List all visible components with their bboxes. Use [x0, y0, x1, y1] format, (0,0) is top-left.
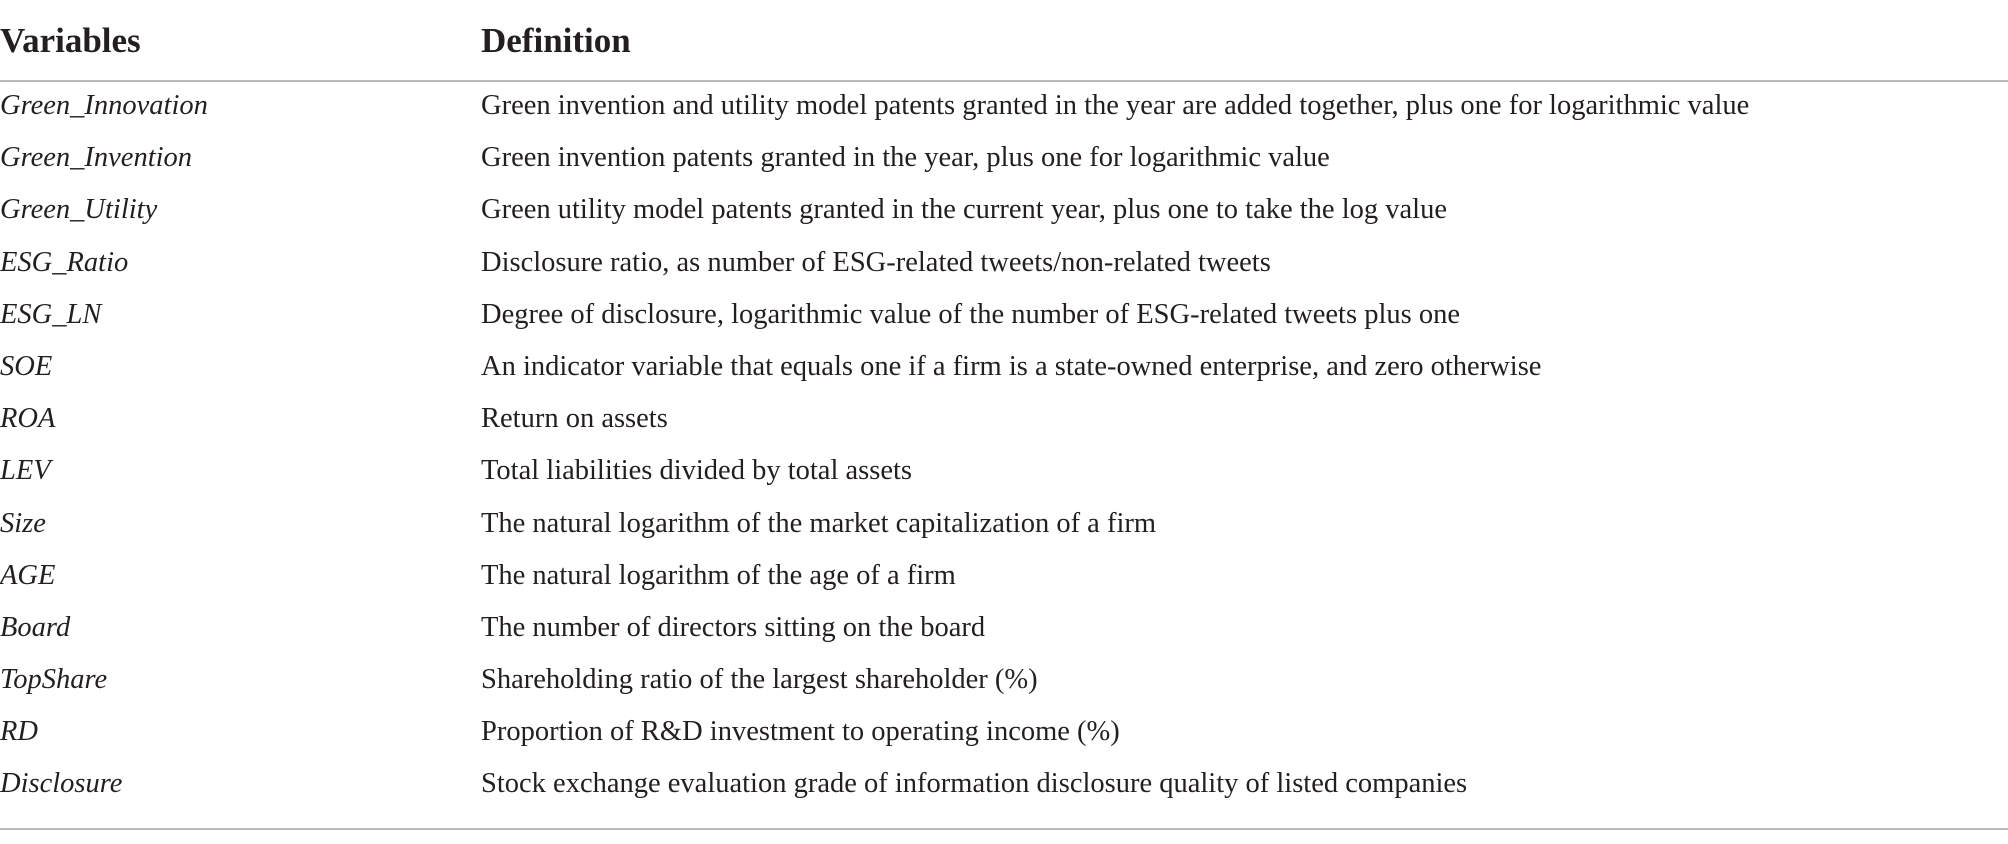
table-row: [0, 708, 2008, 760]
table-row: [0, 500, 2008, 552]
variable-name: SOE: [0, 350, 53, 382]
table-bottom-rule: [0, 828, 2008, 830]
variable-name: RD: [0, 716, 38, 748]
table-row: [0, 656, 2008, 708]
table-header-row: [0, 0, 2008, 82]
table-row: [0, 134, 2008, 186]
variable-definition: Green invention and utility model patents granted in the year are added together, plus one for logarithmic value: [481, 90, 1750, 121]
variable-name: LEV: [0, 455, 51, 487]
variable-name: Green_Utility: [0, 194, 158, 226]
table-row: [0, 760, 2008, 812]
variable-name: Size: [0, 507, 46, 539]
variable-definition: The natural logarithm of the age of a firm: [481, 559, 956, 591]
variable-definition: Green utility model patents granted in the current year, plus one to take the log value: [481, 194, 1447, 226]
variable-name: Disclosure: [0, 768, 123, 800]
variable-name: Green_Innovation: [0, 90, 208, 121]
variable-definition: The number of directors sitting on the board: [481, 611, 986, 643]
variable-name: Board: [0, 611, 71, 643]
table-row: [0, 552, 2008, 604]
variable-name: ESG_Ratio: [0, 246, 129, 278]
variable-definition: An indicator variable that equals one if a firm is a state-owned enterprise, and zero otherwise: [481, 350, 1542, 382]
variable-definition: Green invention patents granted in the year, plus one for logarithmic value: [481, 142, 1330, 174]
table-row: [0, 82, 2008, 134]
variable-definition: Degree of disclosure, logarithmic value of the number of ESG-related tweets plus one: [481, 298, 1460, 330]
variable-definition: The natural logarithm of the market capitalization of a firm: [481, 507, 1157, 539]
variable-name: AGE: [0, 559, 56, 591]
table-row: [0, 395, 2008, 447]
variable-definition: Disclosure ratio, as number of ESG-related tweets/non-related tweets: [481, 246, 1271, 278]
variable-definition: Stock exchange evaluation grade of information disclosure quality of listed companies: [481, 768, 1468, 800]
variable-name: ESG_LN: [0, 298, 102, 330]
table-row: [0, 343, 2008, 395]
header-definition: Definition: [481, 21, 631, 60]
variable-definition: Return on assets: [481, 403, 668, 435]
variable-definition: Proportion of R&D investment to operating income (%): [481, 716, 1120, 748]
variable-definition: Shareholding ratio of the largest shareholder (%): [481, 664, 1038, 696]
table-row: [0, 186, 2008, 238]
header-variables: Variables: [0, 21, 141, 60]
table-row: [0, 447, 2008, 499]
table-row: [0, 604, 2008, 656]
variable-name: Green_Invention: [0, 142, 193, 174]
table-row: [0, 291, 2008, 343]
variable-definition: Total liabilities divided by total assets: [481, 455, 912, 487]
table-row: [0, 239, 2008, 291]
variable-name: TopShare: [0, 664, 108, 696]
table-body: [0, 82, 2008, 813]
variable-name: ROA: [0, 403, 56, 435]
